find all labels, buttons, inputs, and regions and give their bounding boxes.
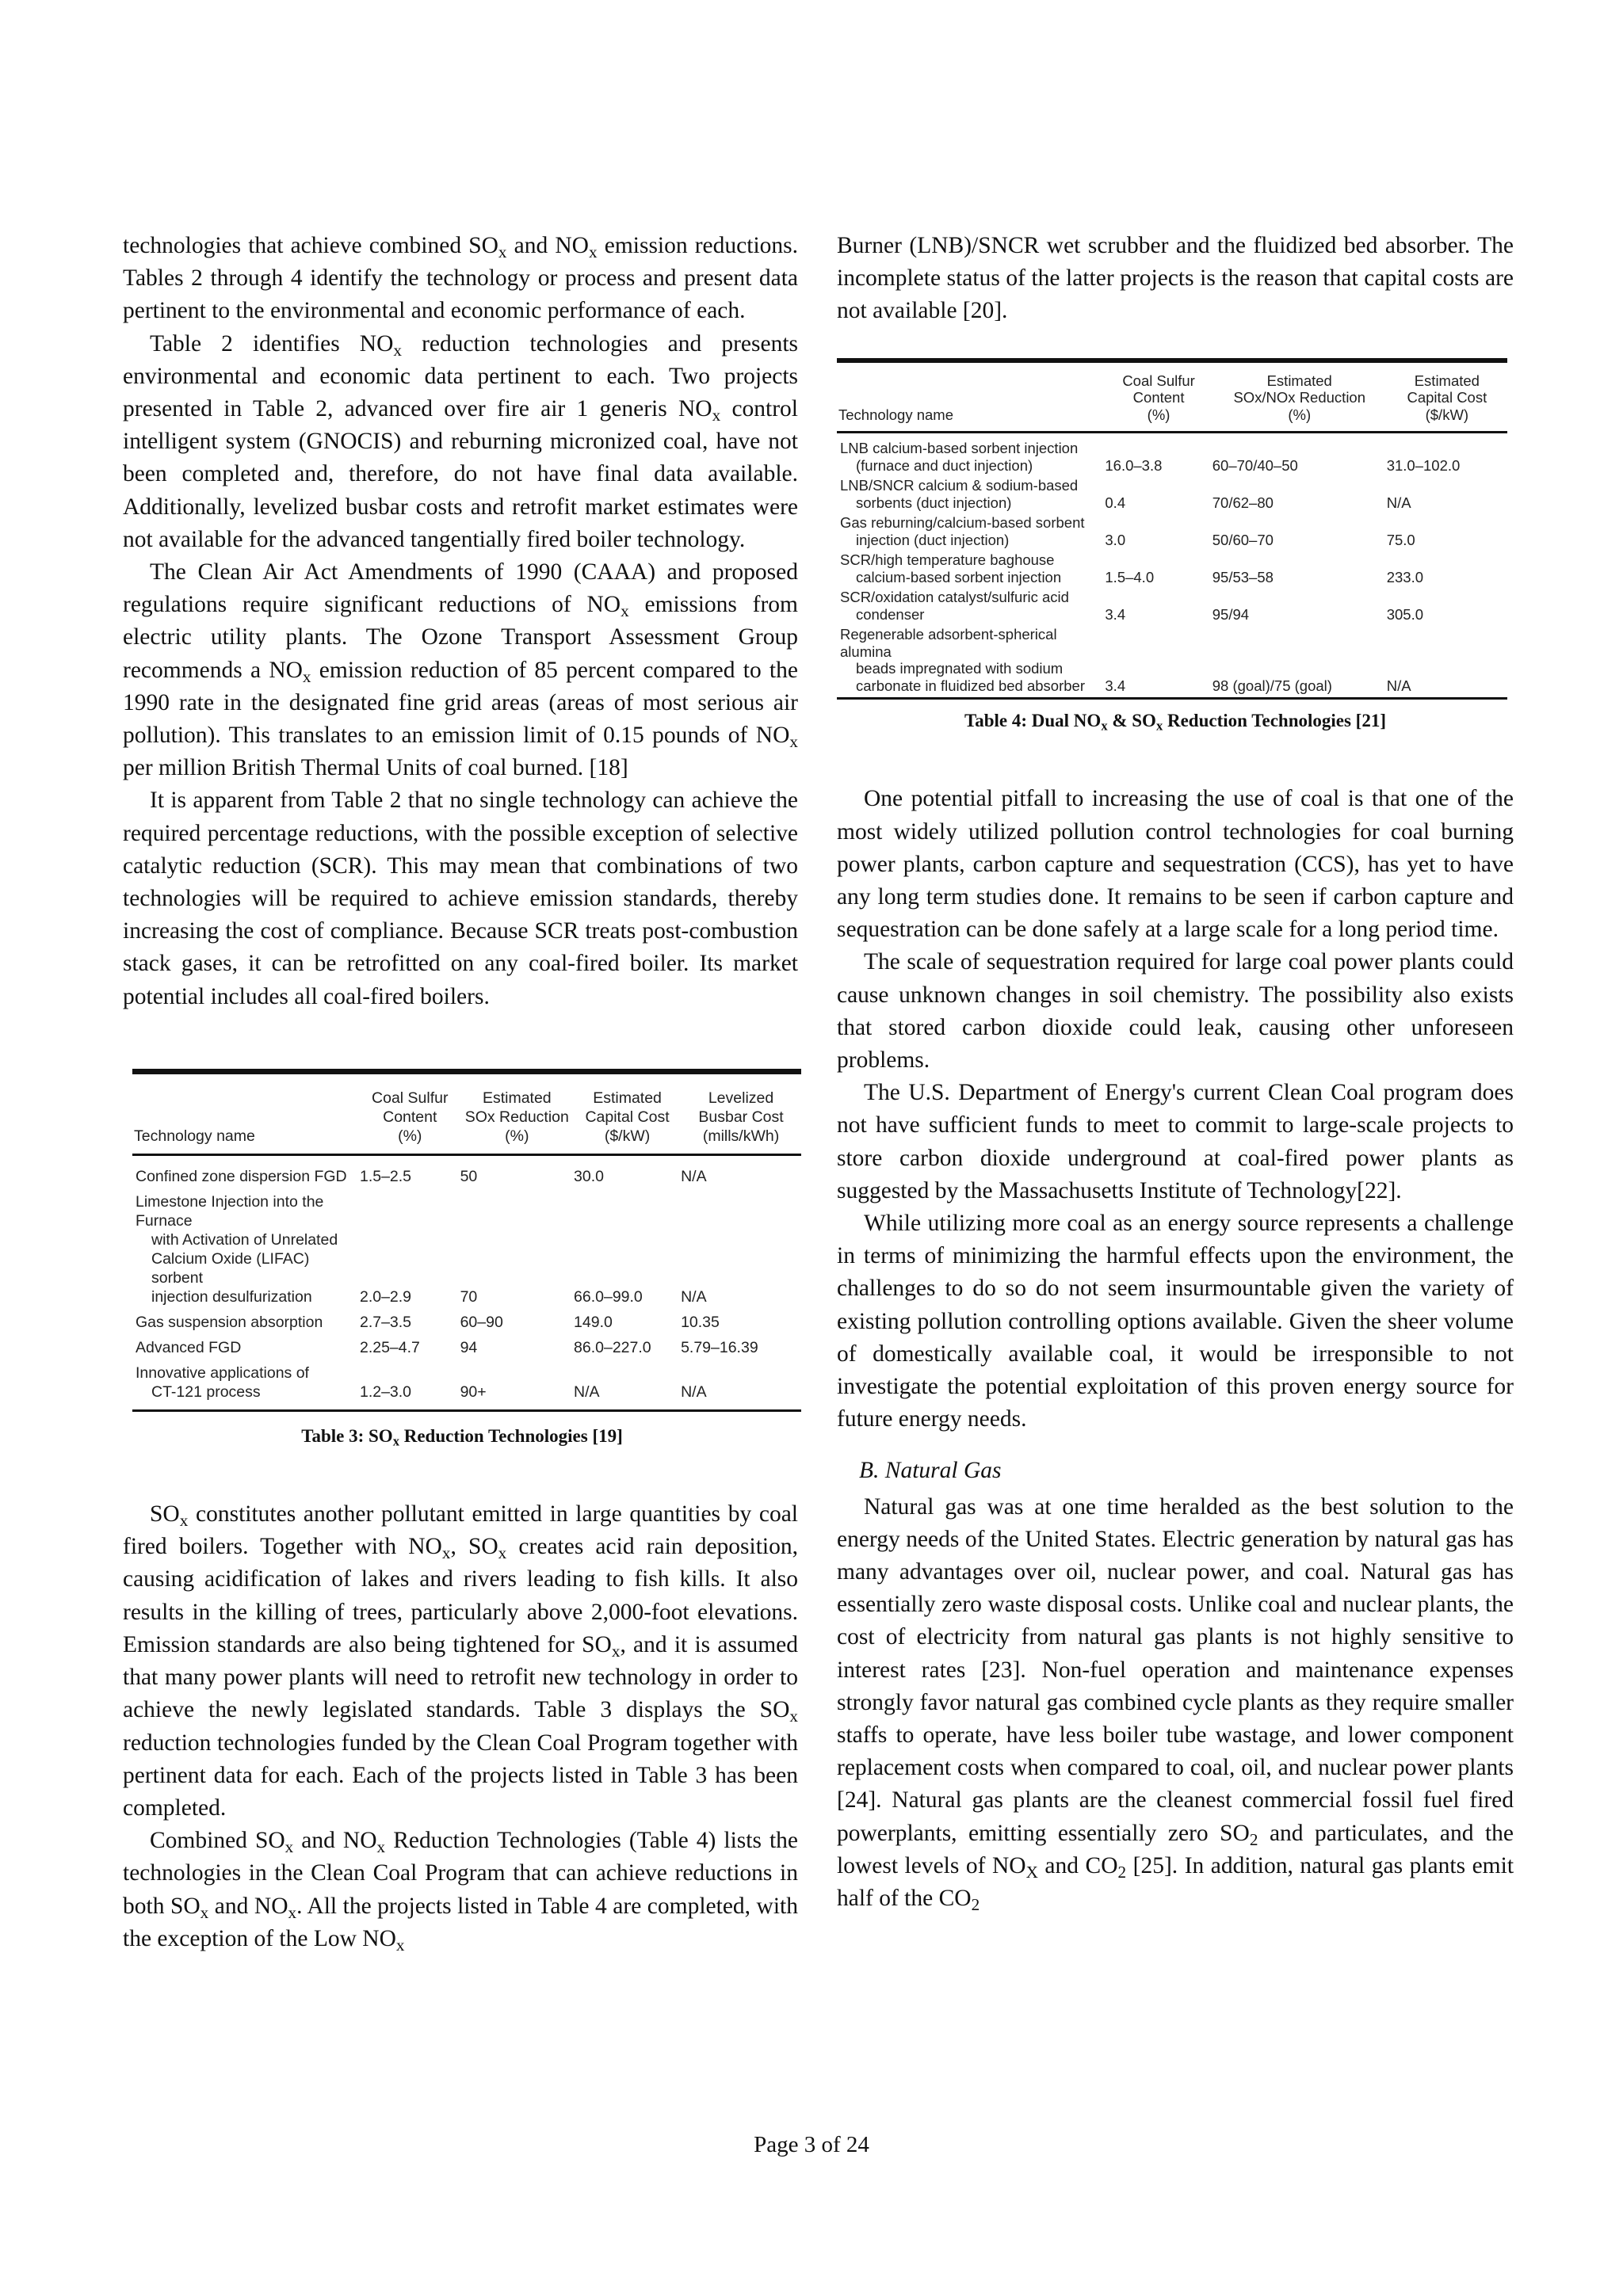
table-cell-busbar: 5.79–16.39	[681, 1338, 758, 1356]
technology-name-line: LNB/SNCR calcium & sodium-based	[840, 477, 1079, 494]
column-header-line: Estimated	[593, 1089, 662, 1107]
paragraph: Burner (LNB)/SNCR wet scrubber and the fluidized bed absorber. The incomplete status of the latter projects is the reason that capital costs are not available [20].	[837, 233, 1514, 324]
table-row	[132, 1357, 801, 1409]
table-row	[837, 548, 1507, 585]
table-cell-capital: 66.0–99.0	[574, 1287, 643, 1306]
technology-name-line: SCR/high temperature baghouse	[840, 551, 1055, 569]
table-row	[837, 623, 1507, 697]
technology-name-line: condenser	[856, 605, 925, 623]
technology-name-cell	[132, 1332, 360, 1357]
column-header-line: (mills/kWh)	[702, 1127, 780, 1145]
column-header	[837, 363, 1105, 433]
column-header-line: Content	[1132, 389, 1185, 406]
table-row	[837, 585, 1507, 623]
technology-name-line: LNB calcium-based sorbent injection	[840, 440, 1079, 457]
table-cell-busbar: N/A	[681, 1383, 707, 1401]
table-cell-sulfur: 1.5–2.5	[359, 1167, 412, 1185]
table-cell-sulfur: 1.5–4.0	[1105, 568, 1155, 585]
table-cell-sulfur: 16.0–3.8	[1105, 456, 1163, 474]
column-header-line: Estimated	[482, 1089, 552, 1107]
technology-name-cell	[837, 511, 1105, 548]
column-header	[360, 1074, 460, 1155]
paragraph: One potential pitfall to increasing the use of coal is that one of the most widely utilized pollution control technologies for coal burning power plants, carbon capture and sequestration (CCS), has yet to have any long term studies done. It remains to be seen if carbon capture and sequestration can be done safely at a large scale for a long period time.	[837, 786, 1514, 943]
column-header-line: (%)	[1147, 406, 1170, 423]
table-cell-capital: 305.0	[1386, 605, 1423, 623]
technology-name-cell	[837, 474, 1105, 511]
paragraph: Natural gas was at one time heralded as the best solution to the energy needs of the United States. Electric generation by natural gas has many advantages over oil, nuclear power, and coal. Natural gas has essentially zero waste disposal costs. Unlike coal and nuclear plants, the cost of electricity from natural gas plants is not highly sensitive to interest rates [23]. Non-fuel operation and maintenance expenses strongly favor natural gas combined cycle plants as they require smaller staffs to operate, have less boiler tube wastage, and lower component replacement costs when compared to coal, oil, and nuclear power plants [24]. Natural gas plants are the cleanest commercial fossil fuel fired powerplants, emitting essentially zero $SO_2$ and particulates, and the lowest levels of $NO_X$ and $CO_2$ [25]. In addition, natural gas plants emit half of the $CO_2$	[837, 1493, 1514, 1914]
table-cell-capital: 30.0	[574, 1167, 604, 1185]
technology-name-line: Confined zone dispersion FGD	[136, 1167, 347, 1185]
technology-name-line: Gas suspension absorption	[136, 1313, 323, 1331]
table-cell-capital: 31.0–102.0	[1386, 456, 1461, 474]
column-header	[1105, 363, 1212, 433]
paragraph: The Clean Air Act Amendments of 1990 (CAAA) and proposed regulations require significant reductions of $NO_x$ emissions from electric utility plants. The Ozone Transport Assessment Group recommends a $NO_x$ emission reduction of 85 percent compared to the 1990 rate in the designated fine grid areas (areas of most serious air pollution). This translates to an emission limit of 0.15 pounds of $NO_x$ per million British Thermal Units of coal burned. [18]	[123, 559, 799, 781]
technology-name-line: with Activation of Unrelated	[151, 1230, 338, 1249]
page-number: Page 3 of 24	[754, 2132, 869, 2157]
paragraph: It is apparent from Table 2 that no single technology can achieve the required percentage reductions, with the possible exception of selective catalytic reduction (SCR). This may mean that combinations of two technologies will be required to achieve emission standards, thereby increasing the cost of compliance. Because SCR treats post-combustion stack gases, it can be retrofitted on any coal-fired boiler. Its market potential includes all coal-fired boilers.	[123, 788, 798, 1009]
table-cell-reduction: 94	[460, 1338, 478, 1356]
paragraph: $SO_x$ constitutes another pollutant emitted in large quantities by coal fired boilers. Together with $NO_x$, $SO_x$ creates acid rain deposition, causing acidification of lakes and rivers leading to fish kills. It also results in the killing of trees, particularly above 2,000-foot elevations. Emission standards are also being tightened for $SO_x$, and it is assumed that many power plants will need to retrofit new technology in order to achieve the newly legislated standards. Table 3 displays the $SO_x$ reduction technologies funded by the Clean Coal Program together with pertinent data for each. Each of the projects listed in Table 3 has been completed.	[123, 1501, 798, 1821]
table-cell-reduction: 70/62–80	[1212, 494, 1274, 511]
technology-name-cell	[132, 1306, 360, 1332]
column-header-line: Technology name	[134, 1127, 255, 1145]
technology-name-cell	[132, 1357, 360, 1409]
table-row	[132, 1186, 801, 1306]
column-header-line: Capital Cost	[585, 1108, 670, 1126]
technology-name-line: injection (duct injection)	[856, 531, 1010, 548]
table-3-grid	[132, 1074, 801, 1409]
table-4-grid	[837, 363, 1507, 698]
column-header	[1387, 363, 1507, 433]
column-header-line: SOx Reduction	[464, 1108, 569, 1126]
column-header-line: Busbar Cost	[698, 1108, 784, 1126]
technology-name-line: Innovative applications of	[136, 1363, 309, 1382]
column-header	[681, 1074, 801, 1155]
column-header-line: Coal Sulfur	[372, 1089, 449, 1107]
column-header-line: Estimated	[1266, 372, 1332, 389]
table-cell-sulfur: 2.25–4.7	[359, 1338, 420, 1356]
table-cell-busbar: N/A	[681, 1287, 707, 1306]
right-column	[837, 230, 1514, 1915]
technology-name-line: Limestone Injection into the Furnace	[136, 1192, 324, 1230]
technology-name-line: CT-121 process	[151, 1383, 261, 1401]
column-header-line: SOx/NOx Reduction	[1233, 389, 1366, 406]
column-header-line: (%)	[1288, 406, 1312, 423]
technology-name-line: Gas reburning/calcium-based sorbent	[840, 514, 1085, 532]
table-cell-busbar: 10.35	[681, 1313, 720, 1331]
table-row	[837, 511, 1507, 548]
table-cell-sulfur: 2.7–3.5	[359, 1313, 412, 1331]
table-row	[837, 474, 1507, 511]
technology-name-line: (furnace and duct injection)	[856, 456, 1033, 474]
table-cell-capital: 233.0	[1386, 568, 1423, 585]
column-header-line: Capital Cost	[1407, 389, 1487, 406]
column-header-line: Levelized	[708, 1089, 774, 1107]
table-cell-reduction: 50	[460, 1167, 478, 1185]
table-cell-reduction: 95/53–58	[1212, 568, 1274, 585]
technology-name-line: Calcium Oxide (LIFAC) sorbent	[151, 1249, 310, 1287]
table-header-row	[132, 1074, 801, 1155]
table-row	[132, 1306, 801, 1332]
left-column	[123, 230, 798, 1955]
column-header	[132, 1074, 360, 1155]
table-cell-reduction: 90+	[460, 1383, 487, 1401]
table-cell-capital: N/A	[574, 1383, 600, 1401]
table-row	[132, 1154, 801, 1186]
technology-name-line: carbonate in fluidized bed absorber	[856, 677, 1085, 694]
column-header-line: Technology name	[838, 406, 954, 423]
column-header-line: (%)	[505, 1127, 529, 1145]
column-header-line: (%)	[398, 1127, 422, 1145]
column-header	[460, 1074, 574, 1155]
table-cell-reduction: 70	[460, 1287, 478, 1306]
column-header-line: ($/kW)	[604, 1127, 651, 1145]
table-cell-sulfur: 3.4	[1105, 605, 1126, 623]
table-header-row	[837, 363, 1507, 433]
table-cell-reduction: 60–90	[460, 1313, 503, 1331]
table-cell-capital: 86.0–227.0	[574, 1338, 651, 1356]
technology-name-cell	[837, 433, 1105, 475]
paragraph: While utilizing more coal as an energy source represents a challenge in terms of minimizing the harmful effects upon the environment, the challenges to do so do not seem insurmountable given the variety of existing pollution controlling options available. Given the sheer volume of domestically available coal, it would be irresponsible to not investigate the potential exploitation of this proven energy source for future energy needs.	[837, 1210, 1514, 1432]
table-cell-reduction: 50/60–70	[1212, 531, 1274, 548]
table-cell-sulfur: 0.4	[1105, 494, 1126, 511]
technology-name-line: beads impregnated with sodium	[856, 660, 1064, 677]
column-header-line: Coal Sulfur	[1122, 372, 1195, 389]
technology-name-line: Regenerable adsorbent-spherical alumina	[840, 626, 1057, 660]
paragraph: Table 2 identifies $NO_x$ reduction technologies and presents environmental and economic data pertinent to each. Two projects presented in Table 2, advanced over fire air 1 generis $NO_x$ control intelligent system (GNOCIS) and reburning micronized coal, have not been completed and, therefore, do not have final data available. Additionally, levelized busbar costs and retrofit market estimates were not available for the advanced tangentially fired boiler technology.	[123, 330, 798, 552]
technology-name-cell	[837, 623, 1105, 697]
technology-name-line: calcium-based sorbent injection	[856, 568, 1062, 585]
technology-name-line: SCR/oxidation catalyst/sulfuric acid	[840, 589, 1069, 606]
paragraph: Combined $SO_x$ and $NO_x$ Reduction Technologies (Table 4) lists the technologies in the Clean Coal Program that can achieve reductions in both $SO_x$ and $NO_x$. All the projects listed in Table 4 are completed, with the exception of the Low $NO_x$	[123, 1828, 799, 1955]
table-cell-busbar: N/A	[681, 1167, 707, 1185]
technology-name-line: sorbents (duct injection)	[856, 494, 1012, 511]
table-cell-reduction: 98 (goal)/75 (goal)	[1212, 677, 1332, 694]
table-cell-sulfur: 2.0–2.9	[359, 1287, 412, 1306]
column-header	[574, 1074, 681, 1155]
technology-name-cell	[132, 1154, 360, 1186]
table-cell-capital: 75.0	[1386, 531, 1415, 548]
table-row	[837, 433, 1507, 475]
column-header-line: ($/kW)	[1425, 406, 1469, 423]
section-heading: B. Natural Gas	[859, 1458, 1002, 1484]
table-cell-reduction: 95/94	[1212, 605, 1250, 623]
table-row	[132, 1332, 801, 1357]
table-cell-sulfur: 3.0	[1105, 531, 1126, 548]
table-cell-capital: N/A	[1386, 677, 1411, 694]
paragraph: The U.S. Department of Energy's current Clean Coal program does not have sufficient funds to meet to commit to large-scale projects to store carbon dioxide underground at coal-fired power plants as suggested by the Massachusetts Institute of Technology[22].	[837, 1080, 1514, 1203]
table-cell-sulfur: 3.4	[1105, 677, 1126, 694]
table-4	[837, 358, 1507, 700]
column-header-line: Content	[383, 1108, 437, 1126]
column-header	[1212, 363, 1387, 433]
paragraph: technologies that achieve combined $SO_x$ and $NO_x$ emission reductions. Tables 2 through 4 identify the technology or process and present data pertinent to the environmental and economic performance of each.	[123, 233, 798, 324]
table-cell-reduction: 60–70/40–50	[1212, 456, 1298, 474]
table-3-caption: Table 3: $SO_x$ Reduction Technologies [19]	[301, 1425, 623, 1449]
column-header-line: Estimated	[1414, 372, 1480, 389]
paragraph: The scale of sequestration required for large coal power plants could cause unknown changes in soil chemistry. The possibility also exists that stored carbon dioxide could leak, causing other unforeseen problems.	[837, 949, 1514, 1073]
technology-name-line: injection desulfurization	[151, 1287, 312, 1306]
technology-name-cell	[132, 1186, 360, 1306]
technology-name-line: Advanced FGD	[136, 1338, 242, 1356]
technology-name-cell	[837, 585, 1105, 623]
table-cell-sulfur: 1.2–3.0	[359, 1383, 412, 1401]
table-cell-capital: N/A	[1386, 494, 1411, 511]
table-cell-capital: 149.0	[574, 1313, 613, 1331]
table-4-caption: Table 4: Dual $NO_x$ & $SO_x$ Reduction Technologies [21]	[964, 711, 1386, 734]
table-3	[132, 1069, 801, 1412]
technology-name-cell	[837, 548, 1105, 585]
